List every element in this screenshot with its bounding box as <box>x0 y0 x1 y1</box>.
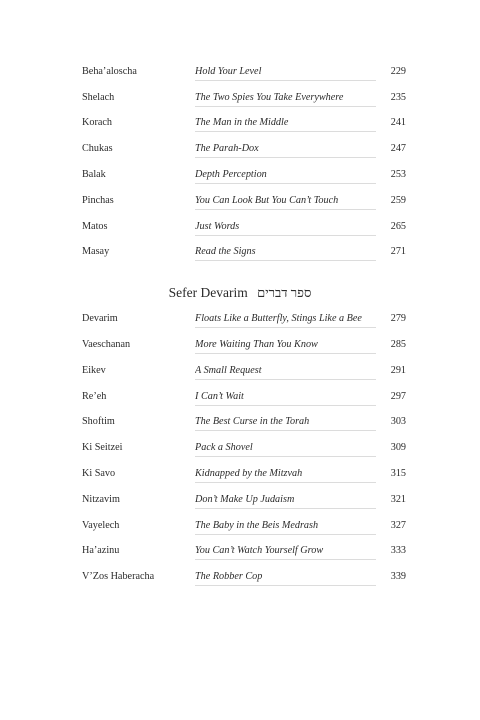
parsha-name: Pinchas <box>82 195 114 206</box>
parsha-name: Masay <box>82 246 110 257</box>
page-number: 333 <box>390 545 406 556</box>
toc-entry <box>0 491 480 509</box>
toc-entry <box>0 362 480 380</box>
chapter-title: Hold Your Level <box>195 63 376 81</box>
toc-entry <box>0 542 480 560</box>
page-number: 303 <box>390 416 406 427</box>
toc-entry <box>0 192 480 210</box>
page-number: 297 <box>390 391 406 402</box>
toc-entry <box>0 310 480 328</box>
chapter-title: Just Words <box>195 218 376 236</box>
page-number: 259 <box>390 195 406 206</box>
parsha-name: Chukas <box>82 143 113 154</box>
parsha-name: Ki Savo <box>82 468 116 479</box>
page-number: 265 <box>390 221 406 232</box>
toc-entry <box>0 439 480 457</box>
parsha-name: Balak <box>82 169 106 180</box>
toc-entry <box>0 243 480 261</box>
parsha-name: Re’eh <box>82 391 107 402</box>
toc-entry <box>0 336 480 354</box>
parsha-name: Eikev <box>82 365 106 376</box>
toc-entry <box>0 568 480 586</box>
toc-entry <box>0 114 480 132</box>
toc-entry <box>0 140 480 158</box>
page-number: 309 <box>390 442 406 453</box>
page-number: 291 <box>390 365 406 376</box>
page-number: 327 <box>390 520 406 531</box>
toc-entry <box>0 166 480 184</box>
toc-entry <box>0 388 480 406</box>
toc-entry <box>0 63 480 81</box>
parsha-name: Shelach <box>82 92 115 103</box>
section-title-english: Sefer Devarim <box>168 285 248 300</box>
chapter-title: The Man in the Middle <box>195 114 376 132</box>
toc-entry <box>0 517 480 535</box>
parsha-name: Ki Seitzei <box>82 442 123 453</box>
section-title-hebrew: ספר דברים <box>257 285 312 300</box>
chapter-title: Read the Signs <box>195 243 376 261</box>
chapter-title: Floats Like a Butterfly, Stings Like a Bee <box>195 310 376 328</box>
chapter-title: The Robber Cop <box>195 568 376 586</box>
parsha-name: Vaeschanan <box>82 339 131 350</box>
page-number: 271 <box>390 246 406 257</box>
parsha-name: Shoftim <box>82 416 115 427</box>
chapter-title: The Best Curse in the Torah <box>195 413 376 431</box>
section-heading <box>0 282 480 304</box>
toc-entry <box>0 465 480 483</box>
page-number: 285 <box>390 339 406 350</box>
page-number: 241 <box>390 117 406 128</box>
page-number: 229 <box>390 66 406 77</box>
parsha-name: Devarim <box>82 313 118 324</box>
chapter-title: Pack a Shovel <box>195 439 376 457</box>
toc-entry <box>0 89 480 107</box>
chapter-title: The Baby in the Beis Medrash <box>195 517 376 535</box>
page-number: 315 <box>390 468 406 479</box>
chapter-title: Don’t Make Up Judaism <box>195 491 376 509</box>
parsha-name: V’Zos Haberacha <box>82 571 155 582</box>
chapter-title: A Small Request <box>195 362 376 380</box>
toc-entry <box>0 413 480 431</box>
parsha-name: Vayelech <box>82 520 120 531</box>
parsha-name: Korach <box>82 117 112 128</box>
chapter-title: I Can’t Wait <box>195 388 376 406</box>
chapter-title: You Can’t Watch Yourself Grow <box>195 542 376 560</box>
parsha-name: Ha’azinu <box>82 545 120 556</box>
parsha-name: Nitzavim <box>82 494 120 505</box>
parsha-name: Beha’aloscha <box>82 66 137 77</box>
chapter-title: You Can Look But You Can’t Touch <box>195 192 376 210</box>
chapter-title: Depth Perception <box>195 166 376 184</box>
page-number: 253 <box>390 169 406 180</box>
page-number: 235 <box>390 92 406 103</box>
toc-entry <box>0 218 480 236</box>
chapter-title: More Waiting Than You Know <box>195 336 376 354</box>
page-number: 247 <box>390 143 406 154</box>
parsha-name: Matos <box>82 221 108 232</box>
page-number: 321 <box>390 494 406 505</box>
chapter-title: Kidnapped by the Mitzvah <box>195 465 376 483</box>
page-number: 279 <box>390 313 406 324</box>
chapter-title: The Parah-Dox <box>195 140 376 158</box>
chapter-title: The Two Spies You Take Everywhere <box>195 89 376 107</box>
page-number: 339 <box>390 571 406 582</box>
